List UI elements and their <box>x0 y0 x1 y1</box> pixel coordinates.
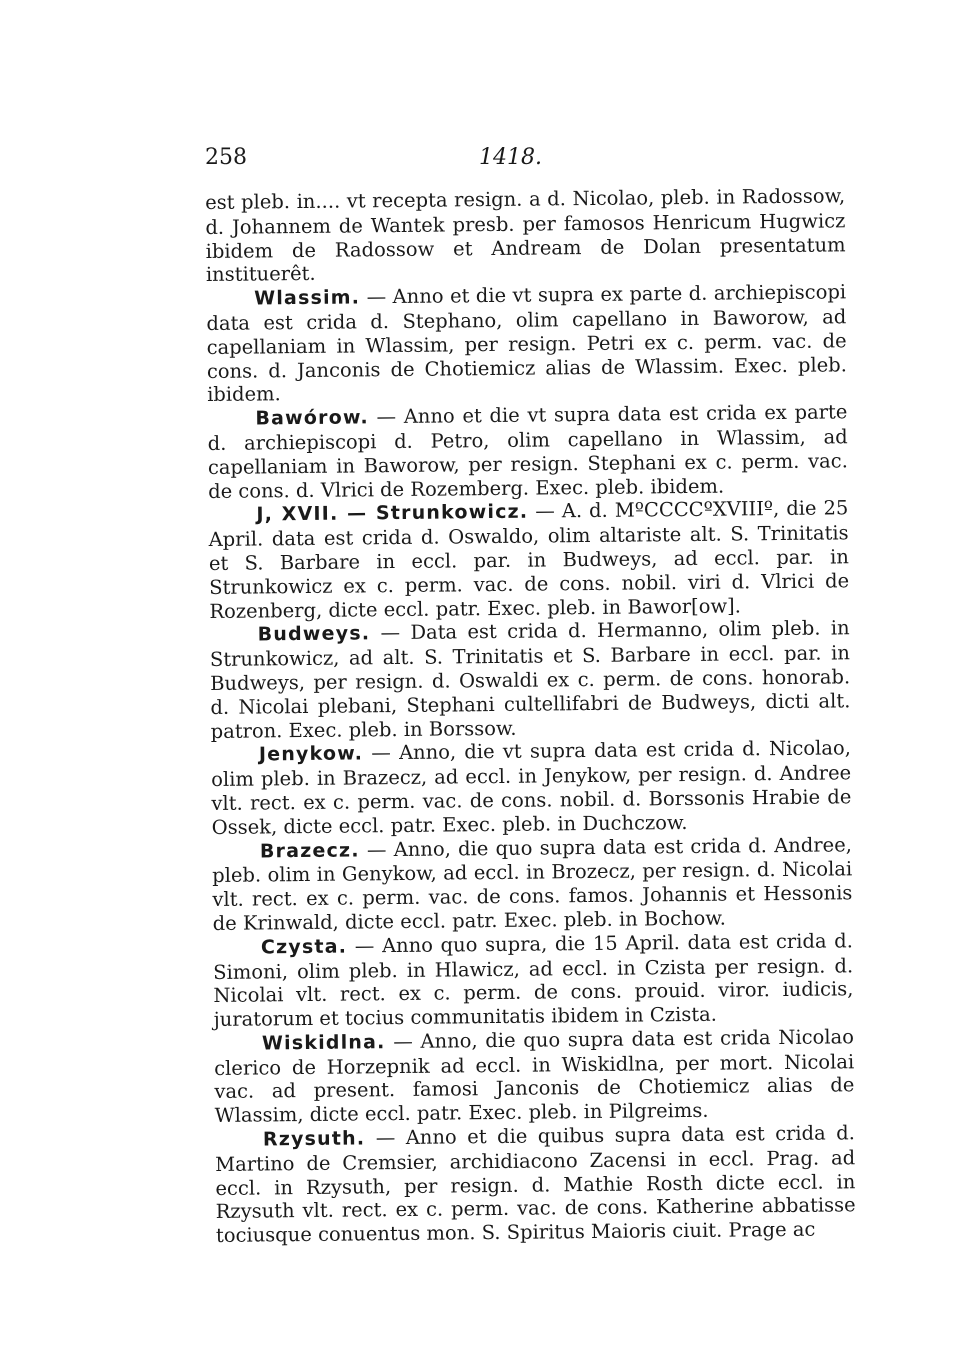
entry-place: Czysta. <box>260 935 348 959</box>
entry-text: — Anno et die vt supra ex parte d. archiepiscopi data est crida d. Stephano, olim capellano in Baworow, ad capellaniam in Wlassim, per resign. Petri ex c. perm. vac. de cons. d. Janconis de Chotiemicz alias de Wlassim. Exec. pleb. ibidem. <box>206 280 847 407</box>
entry-place: Brazecz. <box>259 838 360 862</box>
entry-text: — Anno et die vt supra data est crida ex parte d. archiepiscopi d. Petro, olim capellano in Wlassim, ad capellaniam in Baworow, per resign. Stephani ex c. perm. vac. de cons. d. Vlrici de Rozemberg. Exec. pleb. ibidem. <box>207 400 848 503</box>
entry-text: — Anno quo supra, die 15 April. data est crida d. Simoni, olim pleb. in Hlawicz, ad eccl. in Czista per resign. d. Nicolai vlt. rect. ex c. perm. de cons. prouid. viror. iudicis, juratorum et tocius communitatis ibidem in Czista. <box>213 928 854 1032</box>
entry-paragraph <box>205 184 846 287</box>
entry-place: Budweys. <box>257 622 371 646</box>
entry-text: — Data est crida d. Hermanno, olim pleb. in Strunkowicz, ad alt. S. Trinitatis et S. Barbare in eccl. par. in Budweys, per resign. d. Oswaldi ex c. perm. de cons. honorab. d. Nicolai plebani, Stephani cultellifabri de Budweys, dicti alt. patron. Exec. pleb. in Borssow. <box>209 616 851 743</box>
page-number: 258 <box>205 145 247 170</box>
entry-paragraph <box>207 400 848 503</box>
entry-paragraph <box>213 929 854 1032</box>
entry-text: — Anno, die vt supra data est crida d. Nicolao, olim pleb. in Brazecz, ad eccl. in Jenykow, per resign. d. Andree vlt. rect. ex c. perm. vac. de cons. nobil. d. Borssonis Hrabie de Ossek, dicte eccl. patr. Exec. pleb. in Duchczow. <box>211 736 852 839</box>
entry-place: Rzysuth. <box>262 1127 366 1151</box>
page-header <box>205 145 845 177</box>
entry-place: Bawórow. <box>255 406 369 430</box>
entry-paragraph <box>214 1025 855 1128</box>
entry-text: — Anno, die quo supra data est crida d. Andree, pleb. olim in Genykow, ad eccl. in Brozecz, per resign. d. Nicolai vlt. rect. ex c. perm. vac. de cons. famos. Johannis et Hessonis de Krinwald, dicte eccl. patr. Exec. pleb. in Bochow. <box>212 832 853 935</box>
entry-paragraph <box>212 833 853 936</box>
running-header-year: 1418. <box>479 145 542 170</box>
entry-place: J, XVII. — Strunkowicz. <box>256 500 529 526</box>
entry-paragraph <box>210 617 851 744</box>
entry-text: est pleb. in.... vt recepta resign. a d. Nicolao, pleb. in Radossow, d. Johannem de Wantek presb. per famosos Henricum Hugwicz ibidem de Radossow et Andream de Dolan presentatum instituerêt. <box>205 184 846 287</box>
entry-text: — A. d. MºCCCCºXVIIIº, die 25 April. data est crida d. Oswaldo, olim altariste alt. S. Trinitatis et S. Barbare in eccl. par. in Budweys, ad eccl. par. in Strunkowicz ex c. perm. vac. de cons. nobil. viri d. Vlrici de Rozenberg, dicte eccl. patr. Exec. pleb. in Bawor[ow]. <box>208 496 850 623</box>
body-text <box>205 184 856 1248</box>
entry-text: — Anno, die quo supra data est crida Nicolao clerico de Horzepnik ad eccl. in Wiskidlna, per mort. Nicolai vac. ad present. famosi Janconis de Chotiemicz alias de Wlassim, dicte eccl. patr. Exec. pleb. in Pilgreims. <box>214 1025 855 1128</box>
entry-paragraph <box>211 737 852 840</box>
entry-place: Wiskidlna. <box>261 1031 386 1055</box>
entry-place: Jenykow. <box>258 742 364 766</box>
entry-place: Wlassim. <box>254 286 361 310</box>
entry-paragraph <box>206 280 847 407</box>
entry-paragraph <box>215 1121 856 1248</box>
entry-text: — Anno et die quibus supra data est crida d. Martino de Cremsier, archidiacono Zacensi in eccl. Prag. ad eccl. in Rzysuth, per resign. d. Mathie Rosth dicte eccl. in Rzysuth vlt. rect. ex c. perm. vac. de cons. Katherine abbatisse tociusque conuentus mon. S. Spiritus Maioris ciuit. Prage ac <box>215 1121 856 1248</box>
entry-paragraph <box>208 497 849 624</box>
